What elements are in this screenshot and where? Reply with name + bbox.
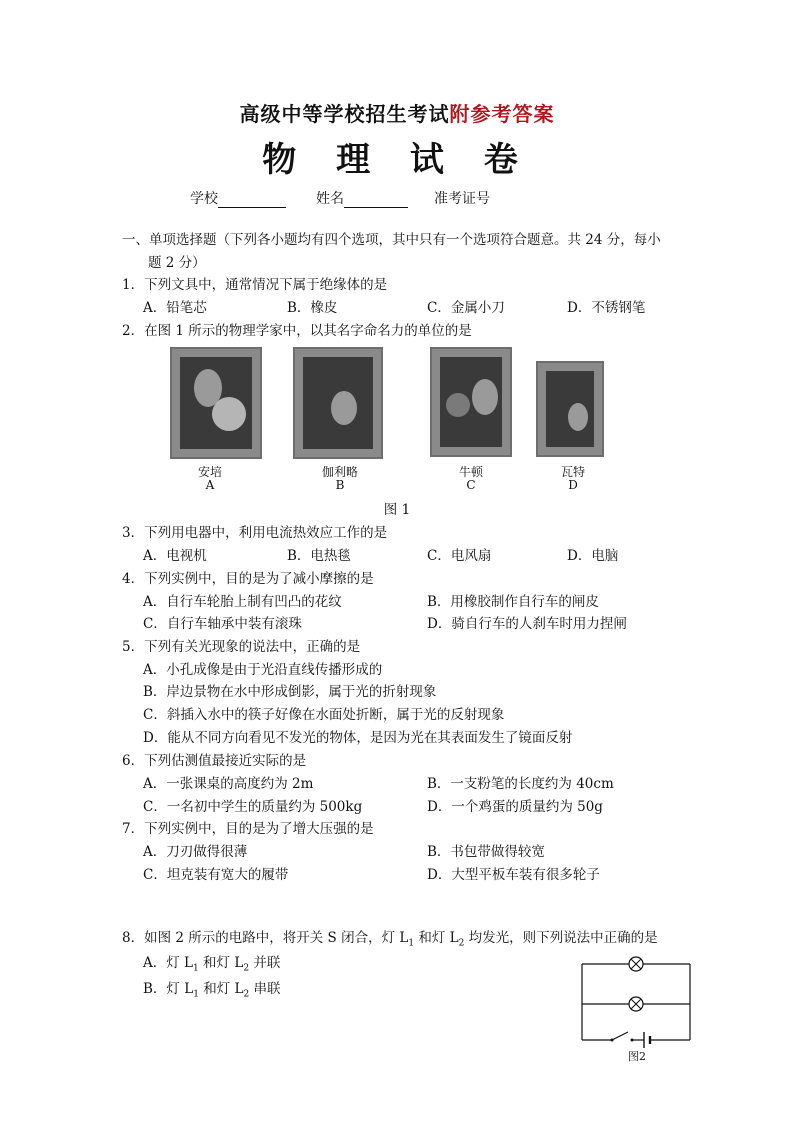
q6-option-c: C．一名初中学生的质量约为 500kg	[143, 799, 363, 815]
figure1-caption: 图 1	[383, 502, 411, 518]
section-heading-line2: 题 2 分）	[148, 255, 206, 271]
exam-subject-title: 物 理 试 卷	[262, 140, 532, 180]
exam-title-main: 高级中等学校招生考试	[239, 102, 450, 126]
stamp-d-letter: D	[568, 478, 578, 492]
q1-option-b: B．橡皮	[287, 300, 338, 316]
school-field	[190, 188, 286, 208]
switch-contact-left	[611, 1039, 614, 1042]
q3-option-c: C．电风扇	[427, 548, 492, 564]
name-blank	[344, 193, 408, 208]
q4-option-a: A．自行车轮胎上制有凹凸的花纹	[143, 594, 342, 610]
q6-option-d: D．一个鸡蛋的质量约为 50g	[427, 799, 603, 815]
q3-stem: 3．下列用电器中，利用电流热效应工作的是	[122, 525, 388, 541]
stamp-d-name: 瓦特	[560, 465, 585, 479]
stamp-c-name: 牛顿	[458, 465, 483, 479]
exam-title	[0, 98, 794, 127]
q1-stem: 1．下列文具中，通常情况下属于绝缘体的是	[122, 277, 388, 293]
school-label: 学校	[190, 191, 218, 207]
q5-stem: 5．下列有关光现象的说法中，正确的是	[122, 639, 361, 655]
q5-option-c: C．斜插入水中的筷子好像在水面处折断，属于光的反射现象	[143, 707, 505, 723]
name-label: 姓名	[316, 191, 344, 207]
stamp-b-letter: B	[335, 478, 345, 492]
q5-option-d: D．能从不同方向看见不发光的物体，是因为光在其表面发生了镜面反射	[143, 730, 573, 746]
stamp-watt	[536, 361, 604, 457]
stamp-a-name: 安培	[197, 465, 222, 479]
q6-option-b: B．一支粉笔的长度约为 40cm	[427, 776, 614, 792]
switch-s-lever	[612, 1032, 628, 1040]
q8-stem: 8．如图 2 所示的电路中，将开关 S 闭合，灯 $L_1$ 和灯 $L_2$ 均发光，则下列说法中正确的是	[122, 930, 658, 949]
q1-option-a: A．铅笔芯	[143, 300, 207, 316]
stamp-newton	[430, 347, 512, 457]
figure2-caption: 图2	[628, 1050, 646, 1063]
name-field	[316, 188, 408, 208]
stamp-ampere	[170, 347, 262, 459]
q4-option-c: C．自行车轴承中装有滚珠	[143, 616, 302, 632]
section-heading-line1: 一、单项选择题（下列各小题均有四个选项，其中只有一个选项符合题意。共 24 分，每小	[122, 232, 661, 248]
switch-contact-right	[631, 1039, 634, 1042]
stamp-galileo	[293, 347, 383, 459]
q7-option-d: D．大型平板车装有很多轮子	[427, 867, 600, 883]
q7-option-a: A．刀刃做得很薄	[143, 844, 248, 860]
exam-id-label: 准考证号	[434, 191, 490, 207]
stamp-b-name: 伽利略	[321, 465, 358, 479]
stamp-a-letter: A	[205, 478, 215, 492]
q7-stem: 7．下列实例中，目的是为了增大压强的是	[122, 821, 374, 837]
q8-option-b: B．灯 $L_1$ 和灯 $L_2$ 串联	[143, 981, 281, 1000]
school-blank	[218, 193, 286, 208]
q4-stem: 4．下列实例中，目的是为了减小摩擦的是	[122, 571, 374, 587]
lamp-l1-icon	[629, 957, 643, 971]
q2-stem: 2．在图 1 所示的物理学家中，以其名字命名力的单位的是	[122, 323, 472, 339]
q4-option-b: B．用橡胶制作自行车的闸皮	[427, 594, 599, 610]
q6-stem: 6．下列估测值最接近实际的是	[122, 753, 307, 769]
q3-option-d: D．电脑	[567, 548, 619, 564]
lamp-l2-icon	[629, 997, 643, 1011]
q5-option-a: A．小孔成像是由于光沿直线传播形成的	[143, 662, 383, 678]
q7-option-c: C．坦克装有宽大的履带	[143, 867, 289, 883]
q3-option-b: B．电热毯	[287, 548, 351, 564]
q5-option-b: B．岸边景物在水中形成倒影，属于光的折射现象	[143, 684, 437, 700]
q8-option-a: A．灯 $L_1$ 和灯 $L_2$ 并联	[143, 955, 281, 974]
exam-title-highlight: 附参考答案	[449, 102, 555, 126]
q6-option-a: A．一张课桌的高度约为 2m	[143, 776, 314, 792]
q1-option-d: D．不锈钢笔	[567, 300, 646, 316]
q1-option-c: C．金属小刀	[427, 300, 505, 316]
stamp-c-letter: C	[466, 478, 476, 492]
exam-id-field	[434, 188, 490, 208]
q3-option-a: A．电视机	[143, 548, 207, 564]
q7-option-b: B．书包带做得较宽	[427, 844, 545, 860]
q4-option-d: D．骑自行车的人刹车时用力捏闸	[427, 616, 627, 632]
